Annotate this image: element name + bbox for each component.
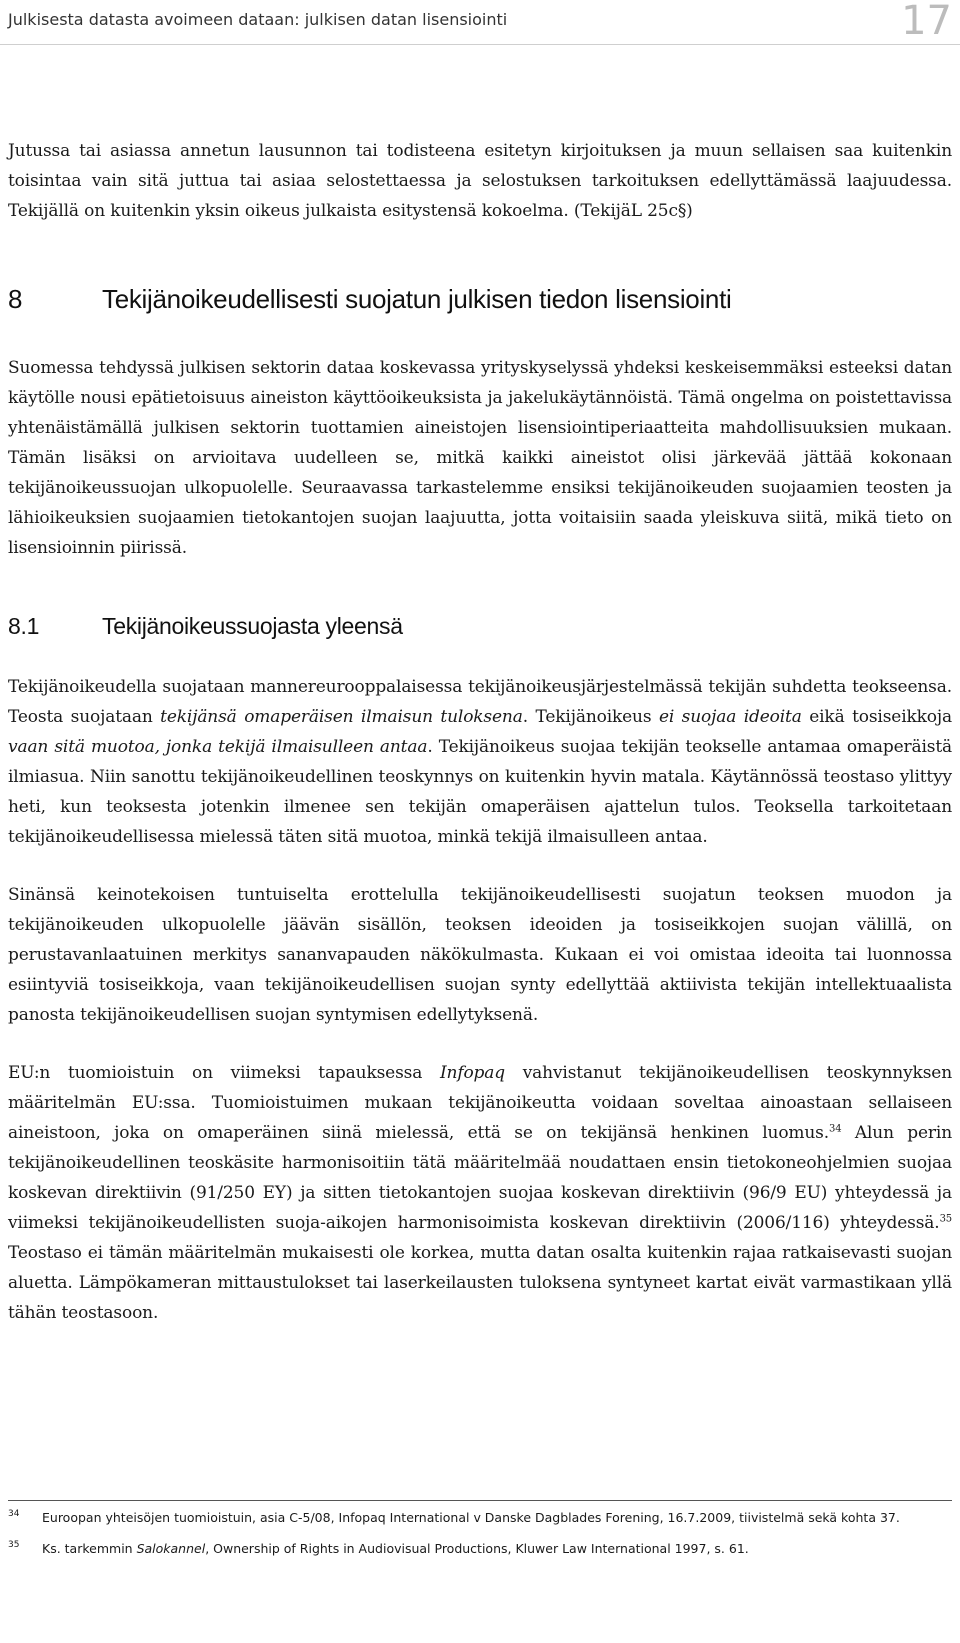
italic-run: vaan sitä muotoa, jonka tekijä ilmaisulleen antaa: [8, 737, 428, 757]
page-number: 17: [901, 0, 952, 44]
text-run: , Ownership of Rights in Audiovisual Productions, Kluwer Law International 1997, s. 61.: [205, 1541, 749, 1556]
footnote-ref[interactable]: 34: [829, 1123, 842, 1135]
footnote-text: Euroopan yhteisöjen tuomioistuin, asia C-5/08, Infopaq International v Danske Dagblades Forening, 16.7.2009, tiivistelmä sekä kohta 37.: [42, 1510, 900, 1525]
intro-paragraph: Jutussa tai asiassa annetun lausunnon tai todisteena esitetyn kirjoituksen ja muun sellaisen saa kuitenkin toisintaa vain sitä juttua tai asiaa selostettaessa ja selostuksen tarkoituksen edellyttämässä laajuudessa. Tekijällä on kuitenkin yksin oikeus julkaista esitystensä kokoelma. (TekijäL 25c§): [8, 141, 952, 221]
footnote-item: [8, 1538, 952, 1559]
section-8-1-heading: [8, 613, 952, 640]
section-number: 8: [8, 284, 23, 314]
section-8-heading: [8, 284, 952, 315]
subsection-paragraph-1: [8, 672, 952, 852]
italic-run: Infopaq: [439, 1063, 505, 1083]
section-8-paragraph: Suomessa tehdyssä julkisen sektorin dataa koskevassa yrityskyselyssä yhdeksi keskeisemmäksi esteeksi datan käytölle nousi epätietoisuus aineiston käyttöoikeuksista ja jakelukäytännöistä. Tämä ongelma on poistettavissa yhtenäistämällä julkisen sektorin tuottamien aineistojen lisensiointiperiaatteita mahdollisuuksien mukaan. Tämän lisäksi on arvioitava uudelleen se, mitkä kaikki aineistot olisi järkevää jättää kokonaan tekijänoikeussuojan ulkopuolelle. Seuraavassa tarkastelemme ensiksi tekijänoikeuden suojaamien teosten ja lähioikeuksien suojaamien tietokantojen suojan laajuutta, jotta voitaisiin saada yleiskuva siitä, mikä tieto on lisensioinnin piirissä.: [8, 358, 952, 558]
text-run: Alun perin tekijänoikeudellinen teoskäsite harmonisoitiin tätä määritelmää noudattaen ensin tietokoneohjelmien suojaa koskevan direktiivin (91/250 EY) ja sitten tietokantojen suojaa koskevan direktiivin (96/9 EU) yhteydessä ja viimeksi tekijänoikeudellisten suoja-aikojen harmonisoimista koskevan direktiivin (2006/116) yhteydessä.: [8, 1123, 952, 1233]
italic-run: Salokannel: [136, 1541, 206, 1556]
italic-run: tekijänsä omaperäisen ilmaisun tuloksena: [160, 707, 523, 727]
subsection-paragraph-3: [8, 1058, 952, 1328]
subsection-title: Tekijänoikeussuojasta yleensä: [102, 613, 403, 639]
text-run: . Tekijänoikeus: [522, 707, 659, 727]
text-run: Ks. tarkemmin: [42, 1541, 137, 1556]
text-run: Tekijänoikeudella suojataan mannereurooppalaisessa tekijänoikeusjärjestelmässä tekijän suhdetta teokseensa. Teosta suojataan: [8, 677, 952, 727]
section-title: Tekijänoikeudellisesti suojatun julkisen tiedon lisensiointi: [102, 284, 732, 314]
footnote-text: [42, 1538, 952, 1559]
text-run: . Tekijänoikeus suojaa tekijän teokselle antamaa omaperäistä ilmiasua. Niin sanottu tekijänoikeudellinen teoskynnys on kuitenkin hyvin matala. Käytännössä teostaso ylittyy heti, kun teoksesta jotenkin ilmenee sen tekijän omaperäisen ajattelun tulos. Teoksella tarkoitetaan tekijänoikeudellisessa mielessä täten sitä muotoa, minkä tekijä ilmaisulleen antaa.: [8, 737, 952, 847]
text-run: vahvistanut tekijänoikeudellisen teoskynnyksen määritelmän EU:ssa. Tuomioistuimen mukaan tekijänoikeutta voidaan soveltaa ainoastaan sellaiseen aineistoon, joka on omaperäinen siinä mielessä, että se on tekijänsä henkinen luomus.: [8, 1063, 952, 1143]
text-run: Teostaso ei tämän määritelmän mukaisesti ole korkea, mutta datan osalta kuitenkin rajaa ratkaisevasti suojan aluetta. Lämpökameran mittaustulokset tai laserkeilausten tuloksena syntyneet kartat eivät varmastikaan yllä tähän teostasoon.: [8, 1243, 952, 1323]
subsection-number: 8.1: [8, 613, 40, 639]
footnote-ref[interactable]: 35: [939, 1213, 952, 1225]
footnote-number: 35: [8, 1540, 20, 1550]
footnote-item: [8, 1507, 952, 1528]
subsection-paragraph-2: Sinänsä keinotekoisen tuntuiselta erottelulla tekijänoikeudellisesti suojatun teoksen muodon ja tekijänoikeuden ulkopuolelle jäävän sisällön, teoksen ideoiden ja tosiseikkojen suojan välillä, on perustavanlaatuinen merkitys sananvapauden näkökulmasta. Kukaan ei voi omistaa ideoita tai luonnossa esiintyviä tosiseikkoja, vaan tekijänoikeudellisen suojan synty edellyttää aktiivista tekijän intellektuaalista panosta tekijänoikeudellisen suojan syntymisen edellytyksenä.: [8, 885, 952, 1025]
running-title: Julkisesta datasta avoimeen dataan: julkisen datan lisensiointi: [8, 10, 508, 29]
footnotes: [8, 1500, 952, 1569]
footnote-number: 34: [8, 1509, 20, 1519]
main-content: [8, 136, 952, 1328]
text-run: EU:n tuomioistuin on viimeksi tapauksessa: [8, 1063, 440, 1083]
italic-run: ei suojaa ideoita: [658, 707, 802, 727]
text-run: eikä tosiseikkoja: [801, 707, 952, 727]
page-header: [0, 0, 960, 45]
